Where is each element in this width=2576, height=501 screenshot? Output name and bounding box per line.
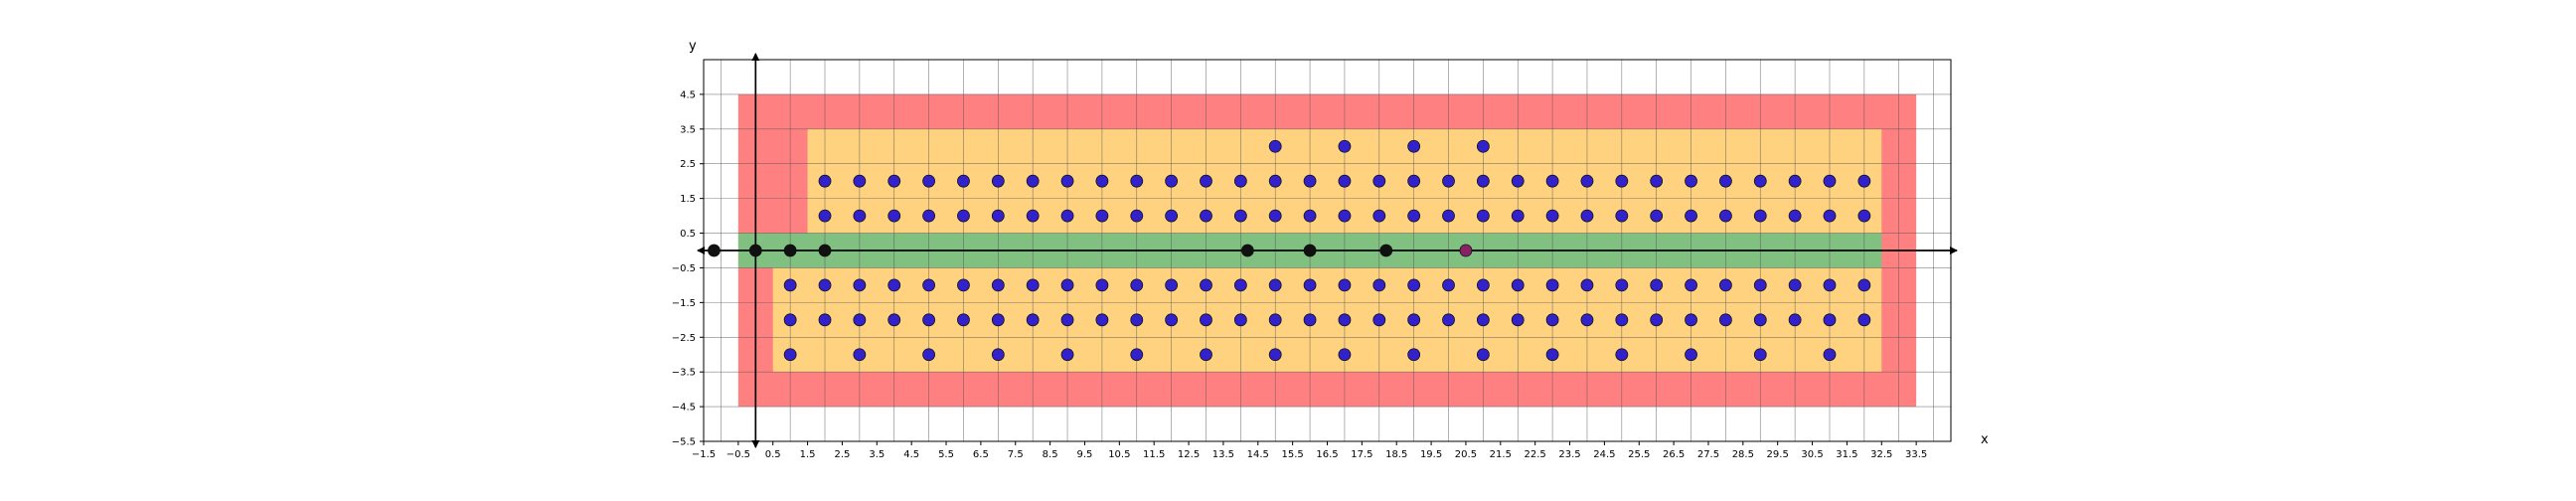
blue-point xyxy=(1719,210,1731,222)
blue-point xyxy=(1408,210,1420,222)
blue-point xyxy=(1824,279,1836,291)
blue-point xyxy=(1477,279,1489,291)
x-tick-label: 25.5 xyxy=(1628,449,1651,460)
blue-point xyxy=(1304,175,1316,187)
y-tick-label: −4.5 xyxy=(671,402,696,414)
black-point xyxy=(749,245,761,256)
blue-point xyxy=(1824,314,1836,326)
blue-point xyxy=(1166,175,1178,187)
blue-point xyxy=(1339,210,1351,222)
blue-point xyxy=(1546,314,1558,326)
blue-point xyxy=(1754,314,1766,326)
blue-point xyxy=(1616,175,1628,187)
blue-point xyxy=(854,314,866,326)
blue-point xyxy=(1789,279,1801,291)
blue-point xyxy=(784,349,796,361)
x-tick-label: 17.5 xyxy=(1351,449,1373,460)
blue-point xyxy=(1719,175,1731,187)
blue-point xyxy=(1858,175,1870,187)
orange-zone-bottom xyxy=(773,267,1882,372)
blue-point xyxy=(1719,314,1731,326)
y-tick-label: 1.5 xyxy=(680,194,696,206)
blue-point xyxy=(1061,175,1073,187)
blue-point xyxy=(1789,210,1801,222)
blue-point xyxy=(1581,314,1593,326)
x-tick-label: 11.5 xyxy=(1143,449,1166,460)
blue-point xyxy=(1131,314,1143,326)
blue-point xyxy=(957,314,969,326)
blue-point xyxy=(1686,314,1697,326)
blue-point xyxy=(1339,349,1351,361)
blue-point xyxy=(819,314,831,326)
blue-point xyxy=(888,210,900,222)
blue-point xyxy=(1131,279,1143,291)
blue-point xyxy=(1651,175,1663,187)
x-tick-label: 9.5 xyxy=(1076,449,1093,460)
blue-point xyxy=(854,279,866,291)
x-tick-label: 18.5 xyxy=(1385,449,1408,460)
x-tick-label: 7.5 xyxy=(1007,449,1024,460)
blue-point xyxy=(1061,349,1073,361)
x-tick-label: −0.5 xyxy=(725,449,751,460)
blue-point xyxy=(1269,210,1281,222)
blue-point xyxy=(1200,279,1211,291)
blue-point xyxy=(1824,175,1836,187)
blue-point xyxy=(1443,314,1455,326)
x-tick-label: 10.5 xyxy=(1108,449,1131,460)
y-tick-label: −1.5 xyxy=(671,297,696,309)
blue-point xyxy=(1408,349,1420,361)
x-tick-label: 13.5 xyxy=(1211,449,1235,460)
blue-point xyxy=(1754,279,1766,291)
x-tick-label: 0.5 xyxy=(764,449,781,460)
x-tick-label: 5.5 xyxy=(938,449,954,460)
blue-point xyxy=(1754,349,1766,361)
purple-point xyxy=(1460,245,1472,256)
blue-point xyxy=(1477,210,1489,222)
blue-point xyxy=(1027,279,1039,291)
y-tick-label: 4.5 xyxy=(680,89,696,101)
blue-point xyxy=(1339,140,1351,152)
x-tick-label: 20.5 xyxy=(1454,449,1478,460)
blue-point xyxy=(1719,279,1731,291)
x-tick-label: 30.5 xyxy=(1801,449,1824,460)
blue-point xyxy=(923,210,935,222)
blue-point xyxy=(1096,314,1108,326)
blue-point xyxy=(1304,210,1316,222)
x-tick-label: 21.5 xyxy=(1489,449,1512,460)
y-tick-label: 2.5 xyxy=(680,159,696,171)
black-point xyxy=(784,245,796,256)
blue-point xyxy=(1477,175,1489,187)
blue-point xyxy=(1166,279,1178,291)
x-tick-label: 15.5 xyxy=(1281,449,1304,460)
blue-point xyxy=(1373,314,1385,326)
x-tick-label: 3.5 xyxy=(869,449,886,460)
blue-point xyxy=(957,210,969,222)
blue-point xyxy=(888,175,900,187)
blue-point xyxy=(819,210,831,222)
blue-point xyxy=(784,279,796,291)
x-tick-label: 23.5 xyxy=(1558,449,1581,460)
blue-point xyxy=(1269,140,1281,152)
blue-point xyxy=(1131,210,1143,222)
blue-point xyxy=(923,314,935,326)
blue-point xyxy=(1581,175,1593,187)
blue-point xyxy=(1234,210,1246,222)
blue-point xyxy=(1754,210,1766,222)
x-tick-label: 4.5 xyxy=(903,449,920,460)
blue-point xyxy=(1858,210,1870,222)
blue-point xyxy=(1200,349,1211,361)
blue-point xyxy=(1131,349,1143,361)
blue-point xyxy=(1512,210,1524,222)
blue-point xyxy=(1061,210,1073,222)
x-tick-label: 26.5 xyxy=(1662,449,1686,460)
blue-point xyxy=(1269,314,1281,326)
blue-point xyxy=(1477,349,1489,361)
blue-point xyxy=(1616,210,1628,222)
blue-point xyxy=(1858,314,1870,326)
blue-point xyxy=(992,210,1004,222)
black-point xyxy=(1380,245,1392,256)
blue-point xyxy=(888,279,900,291)
blue-point xyxy=(819,279,831,291)
blue-point xyxy=(1824,210,1836,222)
blue-point xyxy=(1651,279,1663,291)
blue-point xyxy=(1443,279,1455,291)
blue-point xyxy=(1443,210,1455,222)
blue-point xyxy=(1686,175,1697,187)
blue-point xyxy=(1616,349,1628,361)
blue-point xyxy=(1408,314,1420,326)
blue-point xyxy=(1686,349,1697,361)
x-tick-label: 24.5 xyxy=(1593,449,1616,460)
blue-point xyxy=(1304,314,1316,326)
blue-point xyxy=(1166,314,1178,326)
blue-point xyxy=(1651,314,1663,326)
blue-point xyxy=(1789,314,1801,326)
y-tick-label: 3.5 xyxy=(680,124,696,136)
blue-point xyxy=(1616,314,1628,326)
black-point xyxy=(1241,245,1253,256)
y-tick-label: 0.5 xyxy=(680,229,696,241)
blue-point xyxy=(1477,140,1489,152)
blue-point xyxy=(1373,279,1385,291)
blue-point xyxy=(854,349,866,361)
y-tick-label: −2.5 xyxy=(671,332,696,344)
blue-point xyxy=(888,314,900,326)
blue-point xyxy=(1304,279,1316,291)
x-tick-label: 12.5 xyxy=(1177,449,1201,460)
blue-point xyxy=(1546,175,1558,187)
blue-point xyxy=(1824,349,1836,361)
x-tick-label: 8.5 xyxy=(1042,449,1058,460)
blue-point xyxy=(1512,279,1524,291)
x-tick-label: 16.5 xyxy=(1316,449,1339,460)
blue-point xyxy=(1269,175,1281,187)
blue-point xyxy=(1408,279,1420,291)
blue-point xyxy=(957,279,969,291)
blue-point xyxy=(1061,314,1073,326)
blue-point xyxy=(1789,175,1801,187)
blue-point xyxy=(1581,210,1593,222)
blue-point xyxy=(1858,279,1870,291)
blue-point xyxy=(819,175,831,187)
blue-point xyxy=(1512,314,1524,326)
y-tick-label: −5.5 xyxy=(671,436,696,448)
x-tick-label: 1.5 xyxy=(799,449,816,460)
x-tick-label: 29.5 xyxy=(1766,449,1789,460)
x-axis-label: x xyxy=(1981,432,1989,447)
blue-point xyxy=(1269,349,1281,361)
blue-point xyxy=(1166,210,1178,222)
blue-point xyxy=(1234,175,1246,187)
blue-point xyxy=(957,175,969,187)
black-point xyxy=(708,245,720,256)
x-tick-label: 33.5 xyxy=(1905,449,1928,460)
blue-point xyxy=(1754,175,1766,187)
blue-point xyxy=(1512,175,1524,187)
blue-point xyxy=(992,349,1004,361)
blue-point xyxy=(992,279,1004,291)
blue-point xyxy=(1651,210,1663,222)
blue-point xyxy=(1234,279,1246,291)
blue-point xyxy=(1546,349,1558,361)
blue-point xyxy=(1408,175,1420,187)
blue-point xyxy=(1096,175,1108,187)
blue-point xyxy=(1616,279,1628,291)
x-tick-label: 31.5 xyxy=(1836,449,1858,460)
y-tick-label: −3.5 xyxy=(671,367,696,379)
blue-point xyxy=(992,314,1004,326)
blue-point xyxy=(1061,279,1073,291)
blue-point xyxy=(1200,175,1211,187)
x-tick-label: 19.5 xyxy=(1419,449,1443,460)
blue-point xyxy=(1096,210,1108,222)
blue-point xyxy=(1546,210,1558,222)
blue-point xyxy=(1200,314,1211,326)
blue-point xyxy=(1373,210,1385,222)
blue-point xyxy=(923,175,935,187)
blue-point xyxy=(1339,314,1351,326)
blue-point xyxy=(1443,175,1455,187)
blue-point xyxy=(1546,279,1558,291)
blue-point xyxy=(1027,175,1039,187)
blue-point xyxy=(1027,210,1039,222)
black-point xyxy=(819,245,831,256)
blue-point xyxy=(1339,279,1351,291)
blue-point xyxy=(992,175,1004,187)
blue-point xyxy=(923,349,935,361)
x-tick-label: −1.5 xyxy=(691,449,717,460)
blue-point xyxy=(1096,279,1108,291)
x-tick-label: 14.5 xyxy=(1246,449,1269,460)
x-tick-label: 6.5 xyxy=(972,449,989,460)
y-axis-label: y xyxy=(689,39,697,54)
x-tick-label: 2.5 xyxy=(834,449,851,460)
blue-point xyxy=(1408,140,1420,152)
x-tick-labels xyxy=(692,441,1927,460)
blue-point xyxy=(1339,175,1351,187)
blue-point xyxy=(1581,279,1593,291)
x-tick-label: 28.5 xyxy=(1731,449,1754,460)
y-tick-labels xyxy=(672,89,704,447)
blue-point xyxy=(854,175,866,187)
blue-point xyxy=(1131,175,1143,187)
x-tick-label: 32.5 xyxy=(1870,449,1893,460)
black-point xyxy=(1304,245,1316,256)
blue-point xyxy=(1373,175,1385,187)
x-tick-label: 27.5 xyxy=(1696,449,1720,460)
blue-point xyxy=(1234,314,1246,326)
x-tick-label: 22.5 xyxy=(1524,449,1546,460)
blue-point xyxy=(1200,210,1211,222)
blue-point xyxy=(1027,314,1039,326)
blue-point xyxy=(784,314,796,326)
blue-point xyxy=(1686,210,1697,222)
blue-point xyxy=(854,210,866,222)
y-tick-label: −0.5 xyxy=(671,262,696,274)
blue-point xyxy=(923,279,935,291)
blue-point xyxy=(1269,279,1281,291)
blue-point xyxy=(1686,279,1697,291)
blue-point xyxy=(1477,314,1489,326)
